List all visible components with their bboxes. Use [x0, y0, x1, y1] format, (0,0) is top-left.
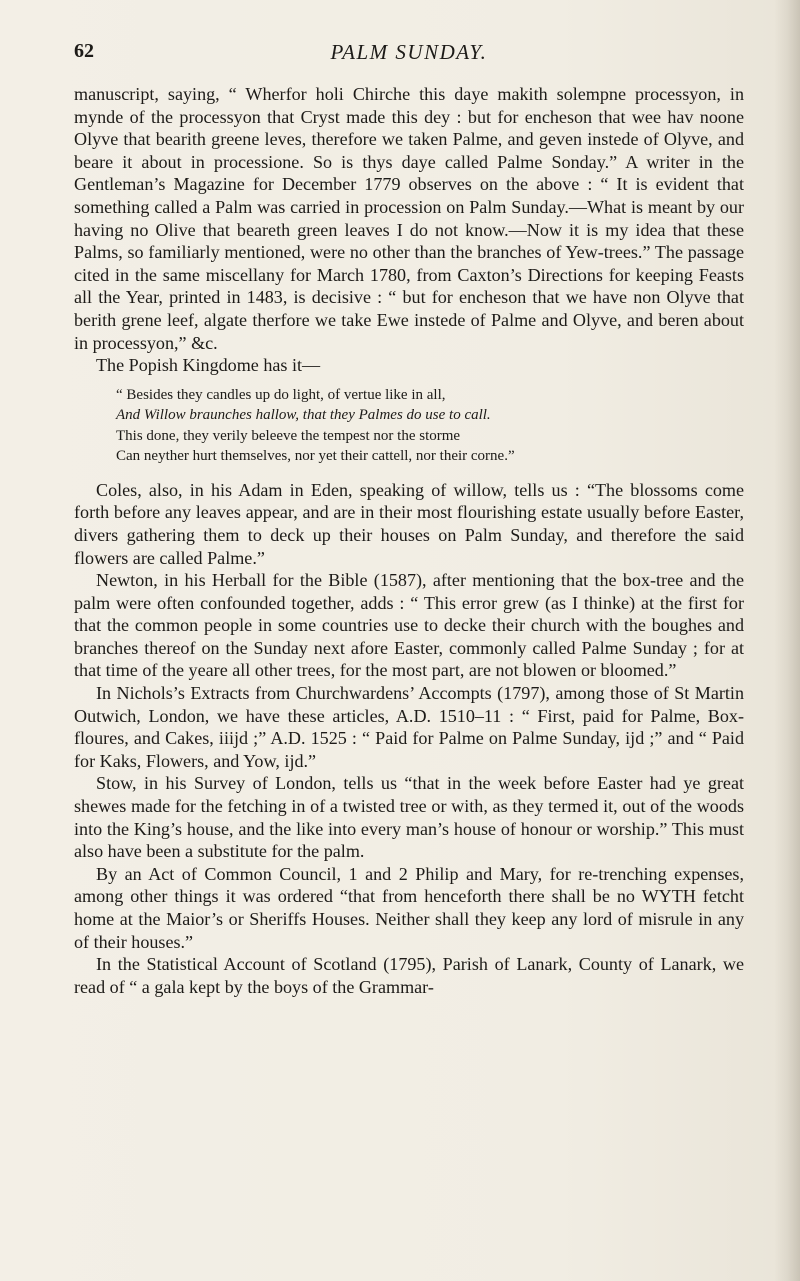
paragraph-popish-kingdome: The Popish Kingdome has it—: [96, 355, 321, 376]
paragraph-nichols: In Nichols’s Extracts from Churchwardens’ Accompts (1797), among those of St Martin Outwich, London, we have these articles, A.D. 1510–11 : “ First, paid for Palme, Box-floures, and Cakes, iiijd ;” A.D. 1525 : “ Paid for Palme on Palme Sunday, ijd ;” and “ Paid for Kaks, Flowers, and Yow, ijd.”: [74, 683, 744, 771]
page-number: 62: [74, 40, 94, 62]
quote-line: “ Besides they candles up do light, of vertue like in all,: [116, 386, 446, 403]
page-header: [74, 40, 744, 70]
paragraph-manuscript: manuscript, saying, “ Wherfor holi Chirche this daye makith solempne processyon, in mynde of the processyon that Cryst made this dey : but for encheson that wee hav noone Olyve that bearith greene leves, therefore we taken Palme, and geven instede of Olyve, and beare it about in processione. So is thys daye called Palme Sonday.” A writer in the Gentleman’s Magazine for December 1779 observes on the above : “ It is evident that something called a Palm was carried in procession on Palm Sunday.—What is meant by our having no Olive that beareth green leaves I do not know.—Now it is my idea that these Palms, so familiarly mentioned, were no other than the branches of Yew-trees.” The passage cited in the same miscellany for March 1780, from Caxton’s Directions for keeping Feasts all the Year, printed in 1483, is decisive : “ but for encheson that we have non Olyve that berith grene leef, algate therfore we take Ewe instede of Palme and Olyve, and beren about in processyon,” &c.: [74, 84, 744, 353]
quote-line: And Willow braunches hallow, that they Palmes do use to call.: [116, 407, 491, 424]
quote-line: Can neyther hurt themselves, nor yet their cattell, nor their corne.”: [116, 448, 515, 465]
verse-quote: [116, 385, 744, 467]
running-title: PALM SUNDAY.: [330, 40, 488, 64]
paragraph-common-council: By an Act of Common Council, 1 and 2 Philip and Mary, for re-trenching expenses, among other things it was ordered “that from henceforth there shall be no WYTH fetcht home at the Maior’s or Sheriffs Houses. Neither shall they keep any lord of misrule in any of their houses.”: [74, 863, 744, 952]
paragraph-coles: Coles, also, in his Adam in Eden, speaking of willow, tells us : “The blossoms come forth before any leaves appear, and are in their most flourishing estate usually before Easter, divers gathering them to deck up their houses on Palm Sunday, and therefore the said flowers are called Palme.”: [74, 479, 744, 568]
paragraph-statistical-account: In the Statistical Account of Scotland (1795), Parish of Lanark, County of Lanark, we read of “ a gala kept by the boys of the Grammar-: [74, 954, 744, 997]
page-edge-shadow: [774, 0, 800, 1281]
page-body: [74, 83, 744, 998]
paragraph-newton: Newton, in his Herball for the Bible (1587), after mentioning that the box-tree and the palm were often confounded together, adds : “ This error grew (as I thinke) at the first for that the common people in some countries use to decke their church with the boughes and branches thereof on the Sunday next afore Easter, commonly called Palme Sunday ; for at that time of the yeare all other trees, for the most part, are not blowen or bloomed.”: [74, 570, 744, 681]
quote-line: This done, they verily beleeve the tempest nor the storme: [116, 427, 461, 444]
paragraph-stow: Stow, in his Survey of London, tells us “that in the week before Easter had ye great shewes made for the fetching in of a twisted tree or with, as they termed it, out of the woods into the King’s house, and the like into every man’s house of honour or worship.” This must also have been a substitute for the palm.: [74, 773, 744, 862]
